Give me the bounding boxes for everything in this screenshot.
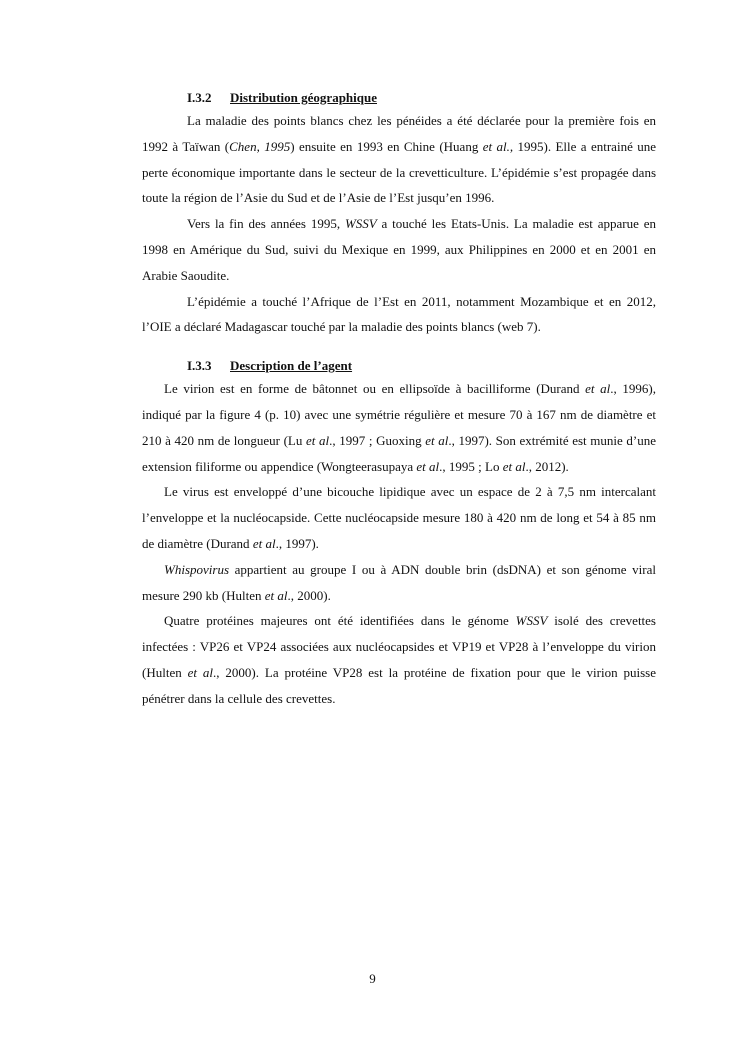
- paragraph: L’épidémie a touché l’Afrique de l’Est en 2011, notamment Mozambique et en 2012, l’OIE a déclaré Madagascar touché par la maladie des points blancs (web 7).: [142, 293, 656, 335]
- paragraph: Le virion est en forme de bâtonnet ou en ellipsoïde à bacilliforme (Durand et al., 1996), indiqué par la figure 4 (p. 10) avec une symétrie régulière et mesure 70 à 167 nm de diamètre et 210 à 420 nm de longueur (Lu et al., 1997 ; Guoxing et al., 1997). Son extrémité est munie d’une extension filiforme ou appendice (Wongteerasupaya et al., 1995 ; Lo et al., 2012).: [142, 381, 656, 474]
- section-title: Description de l’agent: [230, 358, 353, 374]
- section-number: I.3.2: [187, 90, 212, 105]
- section-title: Distribution géographique: [230, 90, 377, 105]
- page-number: 9: [369, 971, 376, 986]
- section-heading-description: [142, 355, 656, 376]
- page-body: [142, 87, 656, 712]
- paragraph: Le virus est enveloppé d’une bicouche lipidique avec un espace de 2 à 7,5 nm intercalant l’enveloppe et la nucléocapside. Cette nucléocapside mesure 180 à 420 nm de long et 54 à 85 nm de diamètre (Durand et al., 1997).: [142, 484, 656, 551]
- section-heading-distribution: [142, 87, 656, 108]
- paragraph: La maladie des points blancs chez les pénéides a été déclarée pour la première fois en 1992 à Taïwan (Chen, 1995) ensuite en 1993 en Chine (Huang et al., 1995). Elle a entrainé une perte économique importante dans le secteur de la crevetticulture. L’épidémie s’est propagée dans toute la région de l’Asie du Sud et de l’Asie de l’Est jusqu’en 1996.: [142, 113, 656, 206]
- paragraph: Whispovirus appartient au groupe I ou à ADN double brin (dsDNA) et son génome viral mesure 290 kb (Hulten et al., 2000).: [142, 561, 656, 603]
- paragraph: Vers la fin des années 1995, WSSV a touché les Etats-Unis. La maladie est apparue en 1998 en Amérique du Sud, suivi du Mexique en 1999, aux Philippines en 2000 et en 2001 en Arabie Saoudite.: [142, 216, 656, 283]
- paragraph: Quatre protéines majeures ont été identifiées dans le génome WSSV isolé des crevettes infectées : VP26 et VP24 associées aux nucléocapsides et VP19 et VP28 à l’enveloppe du virion (Hulten et al., 2000). La protéine VP28 est la protéine de fixation pour que le virion puisse pénétrer dans la cellule des crevettes.: [142, 613, 656, 706]
- section-number: I.3.3: [187, 358, 212, 374]
